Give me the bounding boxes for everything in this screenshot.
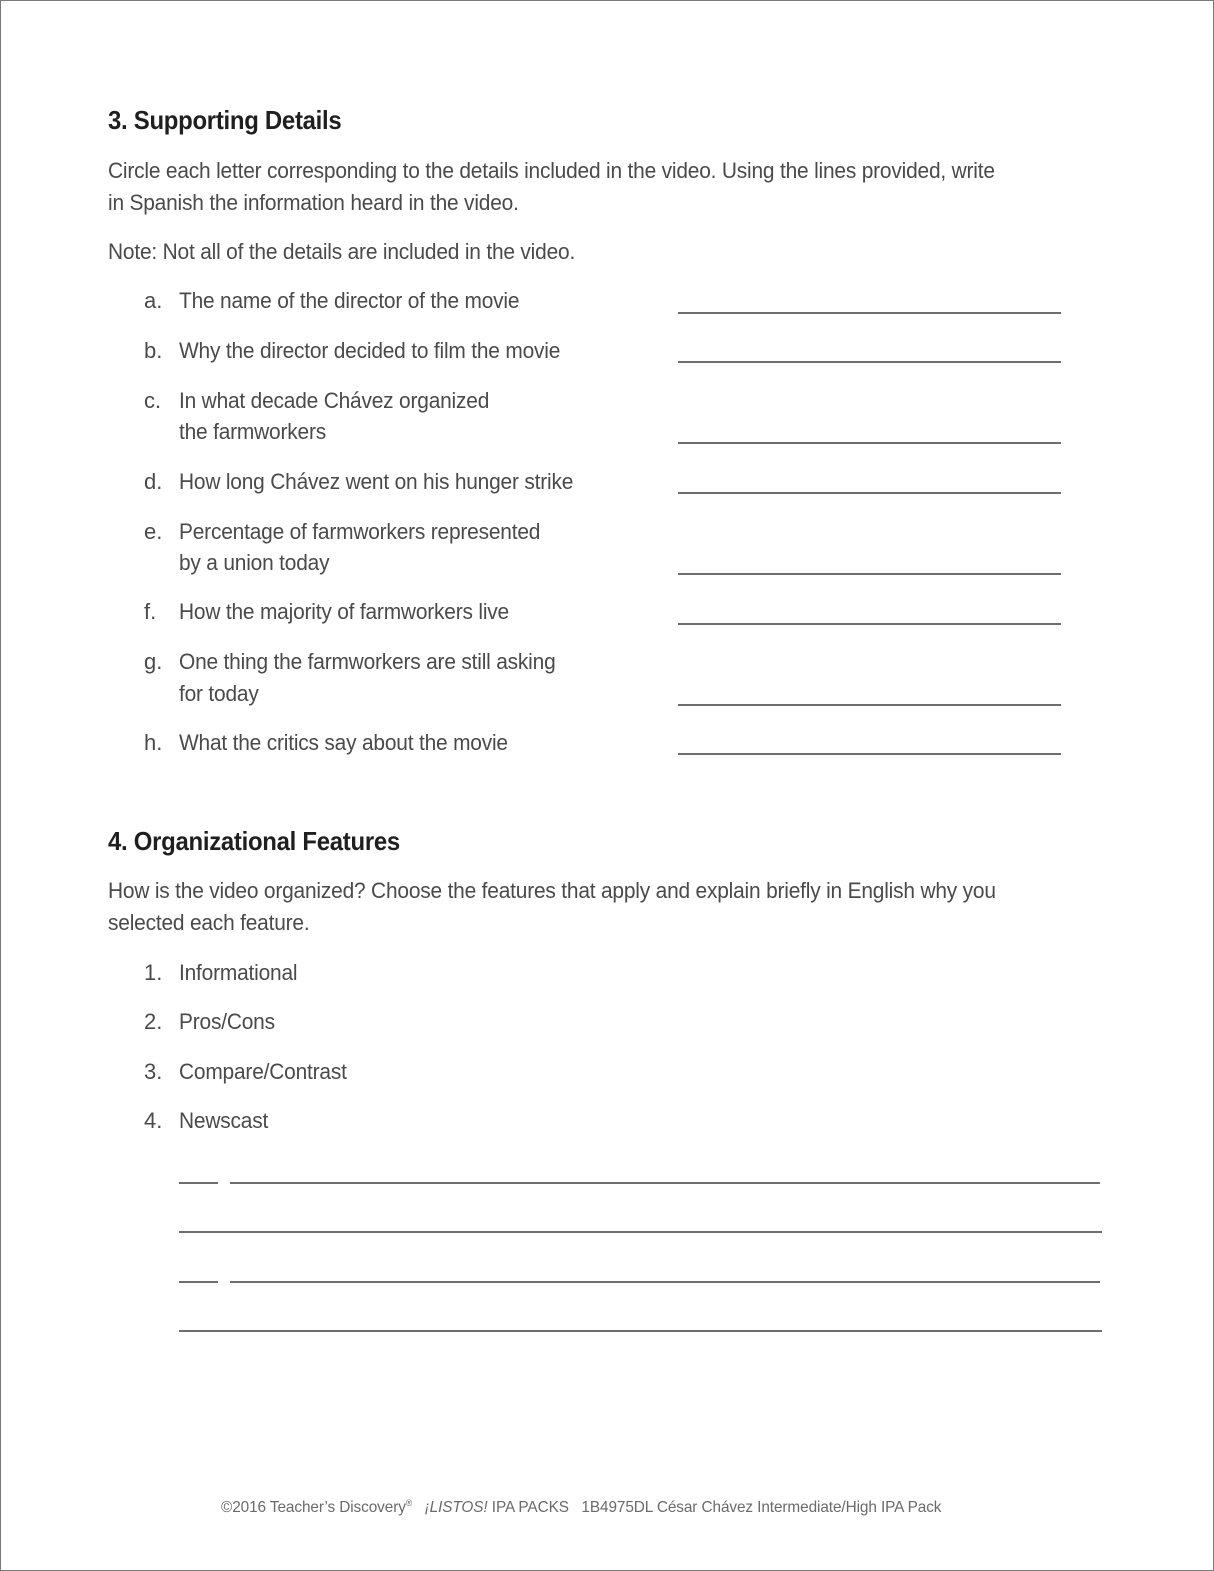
detail-item-h-marker[interactable]: h. [144, 730, 163, 755]
registered-mark: ® [405, 1498, 413, 1508]
detail-item-c-answer-line[interactable] [678, 442, 1061, 444]
feature-explanation-line-1b[interactable] [179, 1231, 1102, 1233]
detail-item-e-answer-line[interactable] [678, 573, 1061, 575]
feature-item-2-label[interactable]: Pros/Cons [179, 1009, 275, 1034]
detail-item-a-answer-line[interactable] [678, 312, 1061, 314]
detail-item-b-marker[interactable]: b. [144, 338, 163, 363]
detail-item-e-text-line-2: by a union today [179, 550, 330, 575]
feature-item-2-marker: 2. [144, 1009, 163, 1034]
detail-item-h-answer-line[interactable] [678, 753, 1061, 755]
feature-explanation-line-2a[interactable] [230, 1281, 1100, 1283]
detail-item-e-marker[interactable]: e. [144, 519, 163, 544]
section-4-heading: 4. Organizational Features [108, 826, 400, 856]
section-3-instructions-line-2: in Spanish the information heard in the video. [108, 190, 519, 215]
detail-item-c-text-line-1: In what decade Chávez organized [179, 388, 490, 413]
footer-copyright: ©2016 Teacher’s Discovery [221, 1499, 406, 1516]
detail-item-b-text: Why the director decided to film the movie [179, 338, 561, 363]
detail-item-c-marker[interactable]: c. [144, 388, 162, 413]
section-4-instructions-line-2: selected each feature. [108, 910, 310, 935]
detail-item-g-marker[interactable]: g. [144, 649, 163, 674]
footer-series-title: ¡LISTOS! [424, 1499, 488, 1516]
detail-item-g-text-line-1: One thing the farmworkers are still asking [179, 649, 556, 674]
feature-number-blank-1[interactable] [179, 1182, 218, 1184]
feature-explanation-line-2b[interactable] [179, 1330, 1102, 1332]
feature-explanation-line-1a[interactable] [230, 1182, 1100, 1184]
page-footer [221, 1498, 941, 1517]
feature-item-1-marker: 1. [144, 960, 163, 985]
feature-item-4-label[interactable]: Newscast [179, 1108, 269, 1133]
detail-item-f-text: How the majority of farmworkers live [179, 599, 509, 624]
detail-item-e-text-line-1: Percentage of farmworkers represented [179, 519, 541, 544]
section-4-instructions-line-1: How is the video organized? Choose the features that apply and explain briefly in English why you [108, 878, 996, 903]
detail-item-d-text: How long Chávez went on his hunger strike [179, 469, 574, 494]
detail-item-d-answer-line[interactable] [678, 492, 1061, 494]
feature-number-blank-2[interactable] [179, 1281, 218, 1283]
detail-item-b-answer-line[interactable] [678, 361, 1061, 363]
detail-item-g-answer-line[interactable] [678, 704, 1061, 706]
detail-item-d-marker[interactable]: d. [144, 469, 163, 494]
section-3-note: Note: Not all of the details are included in the video. [108, 239, 576, 264]
detail-item-a-marker[interactable]: a. [144, 288, 163, 313]
detail-item-a-text: The name of the director of the movie [179, 288, 520, 313]
feature-item-3-marker: 3. [144, 1059, 163, 1084]
footer-product: 1B4975DL César Chávez Intermediate/High IPA Pack [581, 1499, 942, 1516]
detail-item-g-text-line-2: for today [179, 681, 259, 706]
feature-item-4-marker: 4. [144, 1108, 163, 1133]
footer-series-rest: IPA PACKS [487, 1499, 569, 1516]
detail-item-h-text: What the critics say about the movie [179, 730, 508, 755]
section-3-instructions-line-1: Circle each letter corresponding to the details included in the video. Using the lines provided, write [108, 158, 995, 183]
feature-item-1-label[interactable]: Informational [179, 960, 298, 985]
feature-item-3-label[interactable]: Compare/Contrast [179, 1059, 347, 1084]
detail-item-c-text-line-2: the farmworkers [179, 419, 326, 444]
section-3-heading: 3. Supporting Details [108, 105, 342, 135]
detail-item-f-marker[interactable]: f. [144, 599, 157, 624]
detail-item-f-answer-line[interactable] [678, 623, 1061, 625]
